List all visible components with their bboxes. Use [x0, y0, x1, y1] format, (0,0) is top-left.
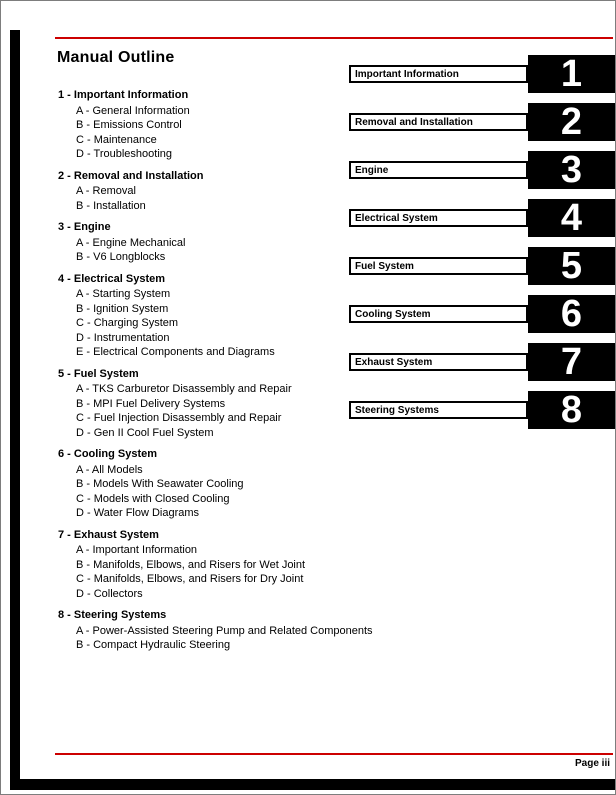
- tab-number: 7: [528, 343, 615, 381]
- outline-section-label: 4 - Electrical System: [58, 272, 166, 285]
- outline-item: B - Installation: [76, 199, 146, 212]
- outline-section: [58, 447, 373, 521]
- outline-section: [58, 88, 373, 162]
- tab-label: Important Information: [349, 65, 528, 83]
- tab-label: Electrical System: [349, 209, 528, 227]
- outline-section-label: 7 - Exhaust System: [58, 528, 159, 541]
- outline-section-label: 2 - Removal and Installation: [58, 169, 204, 182]
- section-tab: [349, 343, 615, 381]
- page-number: Page iii: [574, 758, 610, 769]
- outline-item: C - Fuel Injection Disassembly and Repair: [76, 412, 282, 424]
- section-tab: [349, 295, 615, 333]
- tab-number: 8: [528, 391, 615, 429]
- outline-section: [58, 169, 373, 214]
- outline-item: B - Compact Hydraulic Steering: [76, 639, 231, 651]
- tab-number: 5: [528, 247, 615, 285]
- outline-item: A - All Models: [76, 463, 143, 476]
- outline-item: B - Models With Seawater Cooling: [76, 478, 244, 490]
- tab-column: [349, 55, 615, 429]
- outline-item: D - Collectors: [76, 587, 143, 600]
- outline-item: B - Manifolds, Elbows, and Risers for Wet Joint: [76, 558, 306, 571]
- outline-item: A - Important Information: [76, 544, 198, 556]
- outline-item: E - Electrical Components and Diagrams: [76, 346, 275, 358]
- outline-section: [58, 272, 373, 360]
- outline-item: C - Models with Closed Cooling: [76, 492, 230, 505]
- section-tab: [349, 151, 615, 189]
- outline-section: [58, 608, 373, 653]
- page-title: Manual Outline: [57, 49, 175, 66]
- outline-item: C - Manifolds, Elbows, and Risers for Dry Joint: [76, 573, 304, 585]
- section-tab: [349, 55, 615, 93]
- tab-label: Engine: [349, 161, 528, 179]
- outline-item: B - V6 Longblocks: [76, 251, 166, 263]
- outline-section: [58, 220, 373, 265]
- outline-item: D - Water Flow Diagrams: [76, 507, 200, 519]
- section-tab: [349, 199, 615, 237]
- outline-item: B - Emissions Control: [76, 119, 182, 131]
- outline-item: A - Engine Mechanical: [76, 236, 186, 249]
- outline-item: C - Maintenance: [76, 133, 157, 146]
- outline-item: D - Gen II Cool Fuel System: [76, 426, 214, 439]
- tab-label: Exhaust System: [349, 353, 528, 371]
- outline-item: D - Troubleshooting: [76, 148, 172, 160]
- outline-item: A - Power-Assisted Steering Pump and Related Components: [76, 624, 373, 637]
- section-tab: [349, 103, 615, 141]
- tab-number: 3: [528, 151, 615, 189]
- tab-label: Steering Systems: [349, 401, 528, 419]
- tab-label: Fuel System: [349, 257, 528, 275]
- outline-section-label: 3 - Engine: [58, 221, 111, 233]
- page-border-bottom: [10, 779, 615, 790]
- tab-number: 1: [528, 55, 615, 93]
- tab-number: 6: [528, 295, 615, 333]
- outline-item: C - Charging System: [76, 317, 179, 329]
- outline-item: B - Ignition System: [76, 302, 169, 315]
- tab-number: 4: [528, 199, 615, 237]
- outline-item: D - Instrumentation: [76, 331, 170, 344]
- tab-label: Removal and Installation: [349, 113, 528, 131]
- bottom-red-rule: [55, 753, 613, 755]
- outline-section-label: 6 - Cooling System: [58, 448, 158, 460]
- outline-section-label: 8 - Steering Systems: [58, 609, 167, 621]
- outline-item: A - General Information: [76, 104, 190, 117]
- outline-section: [58, 528, 373, 602]
- outline-section-label: 5 - Fuel System: [58, 367, 139, 380]
- outline-item: A - Starting System: [76, 288, 171, 300]
- outline-item: A - TKS Carburetor Disassembly and Repair: [76, 383, 292, 395]
- section-tab: [349, 391, 615, 429]
- outline-section-label: 1 - Important Information: [58, 89, 189, 101]
- section-tab: [349, 247, 615, 285]
- top-red-rule: [55, 37, 613, 39]
- outline-item: A - Removal: [76, 185, 136, 197]
- tab-label: Cooling System: [349, 305, 528, 323]
- outline-section: [58, 367, 373, 441]
- tab-number: 2: [528, 103, 615, 141]
- page-border-left: [10, 30, 20, 780]
- outline-list: [58, 88, 373, 660]
- outline-item: B - MPI Fuel Delivery Systems: [76, 397, 226, 410]
